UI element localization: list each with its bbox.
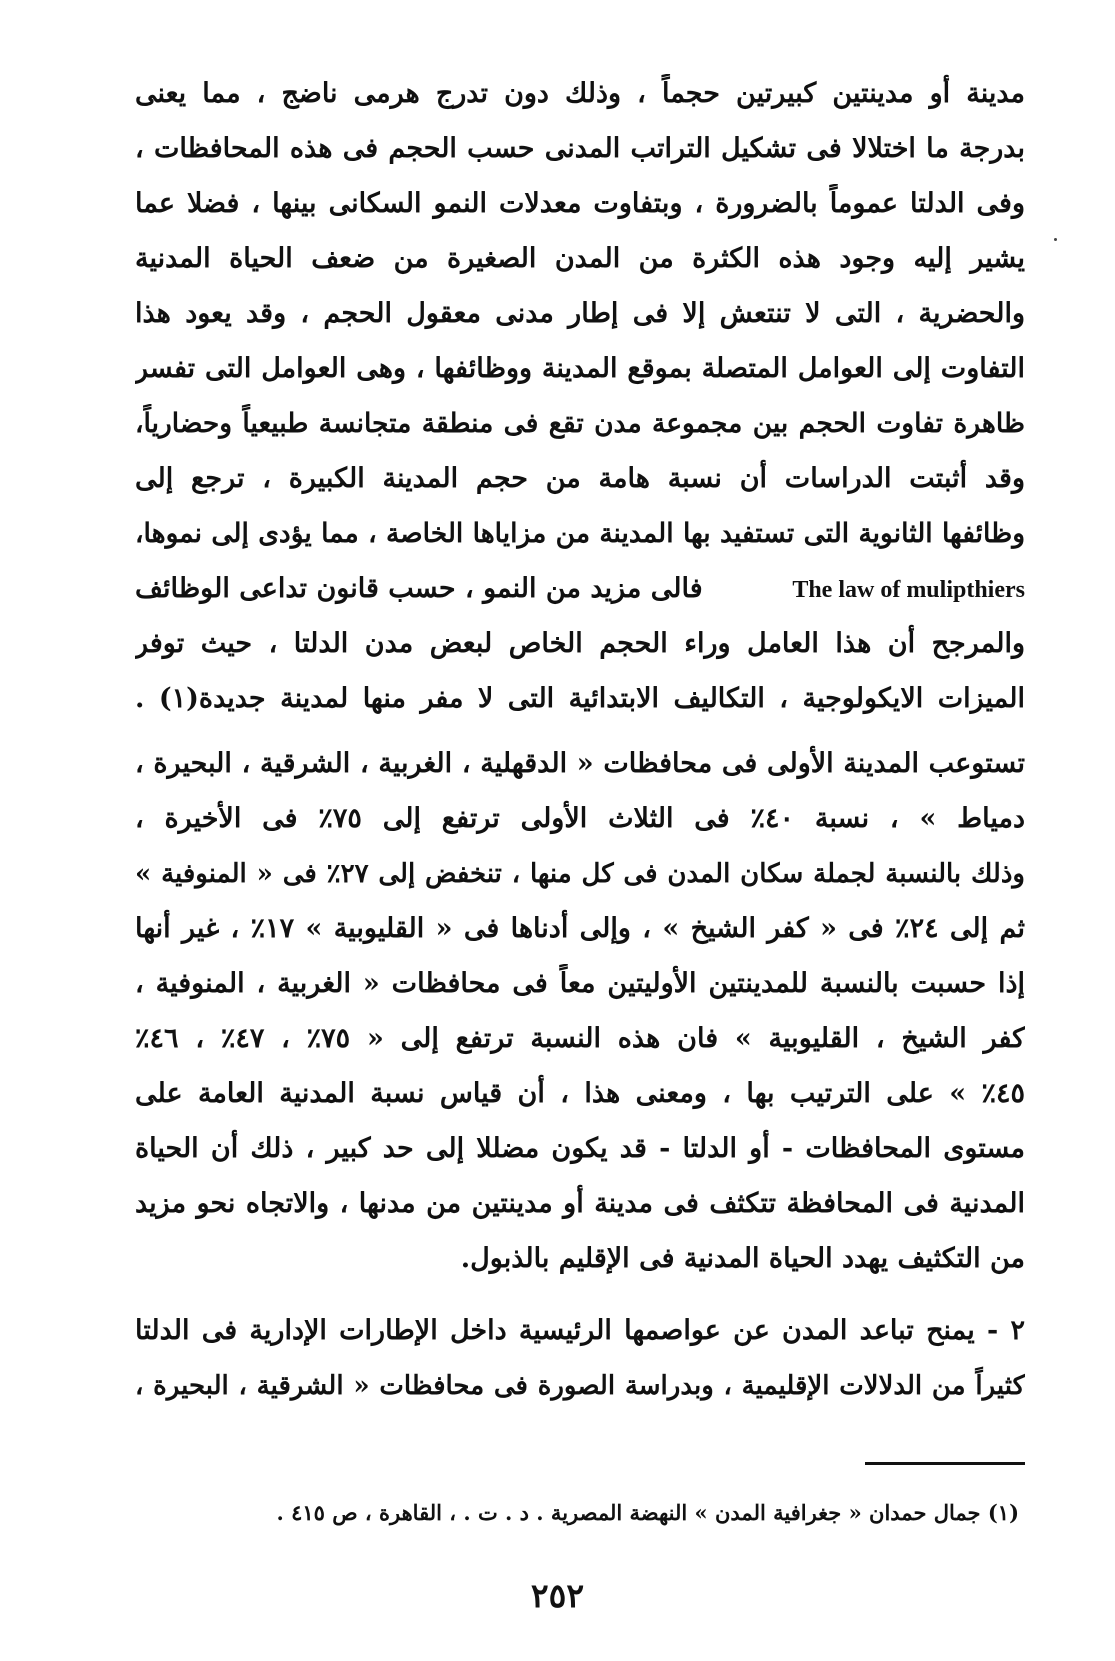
text-line: يشير إليه وجود هذه الكثرة من المدن الصغيرة من ضعف الحياة المدنية: [135, 243, 1025, 274]
footnote: (١) جمال حمدان « جغرافية المدن » النهضة المصرية . د . ت . ، القاهرة ، ص ٤١٥ .: [276, 1500, 1019, 1525]
text-line: ثم إلى ٢٤٪ فى « كفر الشيخ » ، وإلى أدناها فى « القليوبية » ١٧٪ ، غير أنها: [135, 913, 1025, 944]
text-line: والحضرية ، التى لا تنتعش إلا فى إطار مدنى معقول الحجم ، وقد يعود هذا: [135, 298, 1025, 329]
text-line: تستوعب المدينة الأولى فى محافظات « الدقهلية ، الغربية ، الشرقية ، البحيرة ،: [135, 748, 1025, 779]
text-line: الميزات الايكولوجية ، التكاليف الابتدائية التى لا مفر منها لمدينة جديدة(١) .: [135, 683, 1025, 714]
text-line: ٤٥٪ » على الترتيب بها ، ومعنى هذا ، أن قياس نسبة المدنية العامة على: [135, 1078, 1025, 1109]
text-line: بدرجة ما اختلالا فى تشكيل التراتب المدنى حسب الحجم فى هذه المحافظات ،: [135, 133, 1025, 164]
text-line: مدينة أو مدينتين كبيرتين حجماً ، وذلك دون تدرج هرمى ناضج ، مما يعنى: [135, 78, 1025, 109]
footnote-separator: [865, 1462, 1025, 1465]
text-line: مستوى المحافظات - أو الدلتا - قد يكون مضللا إلى حد كبير ، ذلك أن الحياة: [135, 1133, 1025, 1164]
law-line: [135, 569, 1025, 613]
text-line: كثيراً من الدلالات الإقليمية ، وبدراسة الصورة فى محافظات « الشرقية ، البحيرة ،: [135, 1371, 1025, 1401]
text-line: وقد أثبتت الدراسات أن نسبة هامة من حجم المدينة الكبيرة ، ترجع إلى: [135, 463, 1025, 494]
text-line: ظاهرة تفاوت الحجم بين مجموعة مدن تقع فى منطقة متجانسة طبيعياً وحضارياً،: [135, 408, 1025, 439]
text-line: والمرجح أن هذا العامل وراء الحجم الخاص لبعض مدن الدلتا ، حيث توفر: [135, 628, 1025, 659]
text-line: التفاوت إلى العوامل المتصلة بموقع المدينة ووظائفها ، وهى العوامل التى تفسر: [135, 353, 1025, 384]
text-line: دمياط » ، نسبة ٤٠٪ فى الثلاث الأولى ترتفع إلى ٧٥٪ فى الأخيرة ،: [135, 803, 1025, 834]
margin-mark: [1054, 238, 1057, 241]
text-line: كفر الشيخ ، القليوبية » فان هذه النسبة ترتفع إلى « ٧٥٪ ، ٤٧٪ ، ٤٦٪: [135, 1023, 1025, 1054]
law-line-latin: The law of mulipthiers: [792, 577, 1025, 603]
text-line: وذلك بالنسبة لجملة سكان المدن فى كل منها ، تنخفض إلى ٢٧٪ فى « المنوفية »: [135, 859, 1025, 889]
page-number: ٢٥٢: [530, 1576, 585, 1615]
text-line: إذا حسبت بالنسبة للمدينتين الأوليتين معاً فى محافظات « الغربية ، المنوفية ،: [135, 968, 1025, 999]
text-line: من التكثيف يهدد الحياة المدنية فى الإقليم بالذبول.: [460, 1243, 1025, 1274]
text-line: وفى الدلتا عموماً بالضرورة ، وبتفاوت معدلات النمو السكانى بينها ، فضلا عما: [135, 188, 1025, 219]
text-line: ٢ - يمنح تباعد المدن عن عواصمها الرئيسية داخل الإطارات الإدارية فى الدلتا: [135, 1315, 1025, 1346]
law-line-arabic: فالى مزيد من النمو ، حسب قانون تداعى الوظائف: [135, 573, 703, 604]
text-line: المدنية فى المحافظة تتكثف فى مدينة أو مدينتين من مدنها ، والاتجاه نحو مزيد: [135, 1188, 1025, 1219]
text-line: وظائفها الثانوية التى تستفيد بها المدينة من مزاياها الخاصة ، مما يؤدى إلى نموها،: [135, 518, 1025, 549]
